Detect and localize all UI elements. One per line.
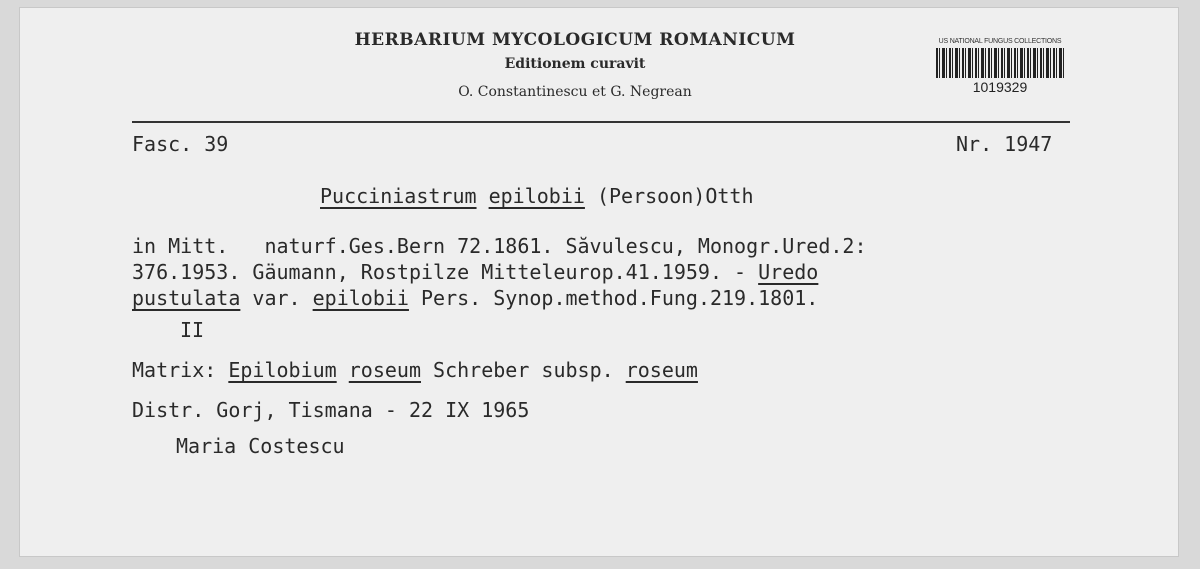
barcode-icon bbox=[936, 48, 1064, 78]
matrix-line bbox=[132, 358, 698, 382]
citation-line-3 bbox=[132, 286, 818, 310]
citation-text-1: in Mitt. naturf.Ges.Bern 72.1861. Săvulescu, Monogr.Ured.2: bbox=[132, 234, 867, 258]
citation-text-3: Pers. Synop.method.Fung.219.1801. bbox=[408, 286, 819, 310]
barcode-block bbox=[930, 38, 1070, 95]
matrix-genus: Epilobium bbox=[228, 358, 337, 382]
matrix-space bbox=[337, 358, 349, 382]
citation-line-1 bbox=[132, 234, 867, 258]
matrix-species: roseum bbox=[348, 358, 421, 382]
matrix-subspecies: roseum bbox=[625, 358, 698, 382]
herbarium-editors: O. Constantinescu et G. Negrean bbox=[458, 84, 692, 100]
spore-stage: II bbox=[180, 318, 205, 342]
herbarium-title: HERBARIUM MYCOLOGICUM ROMANICUM bbox=[354, 30, 796, 50]
citation-var: var. bbox=[240, 286, 313, 310]
locality-date: Distr. Gorj, Tismana - 22 IX 1965 bbox=[132, 398, 530, 422]
citation-epilobii: epilobii bbox=[312, 286, 409, 310]
taxon-author: (Persoon)Otth bbox=[596, 184, 754, 208]
matrix-label: Matrix: bbox=[132, 358, 229, 382]
citation-text-2: 376.1953. Gäumann, Rostpilze Mitteleurop.41.1959. - bbox=[132, 260, 759, 284]
specimen-number: Nr. 1947 bbox=[956, 132, 1053, 156]
barcode-caption: US NATIONAL FUNGUS COLLECTIONS bbox=[938, 38, 1062, 45]
fascicle-number: Fasc. 39 bbox=[132, 132, 229, 156]
herbarium-label bbox=[20, 8, 1178, 556]
herbarium-subtitle: Editionem curavit bbox=[504, 56, 646, 72]
header-divider bbox=[132, 121, 1070, 123]
citation-pustulata: pustulata bbox=[132, 286, 241, 310]
collector-name: Maria Costescu bbox=[176, 434, 345, 458]
citation-line-2 bbox=[132, 260, 818, 284]
barcode-number: 1019329 bbox=[972, 79, 1028, 95]
taxon-species: epilobii bbox=[488, 184, 585, 208]
citation-uredo: Uredo bbox=[758, 260, 819, 284]
taxon-name bbox=[320, 184, 754, 208]
taxon-genus: Pucciniastrum bbox=[320, 184, 477, 208]
matrix-middle: Schreber subsp. bbox=[421, 358, 626, 382]
